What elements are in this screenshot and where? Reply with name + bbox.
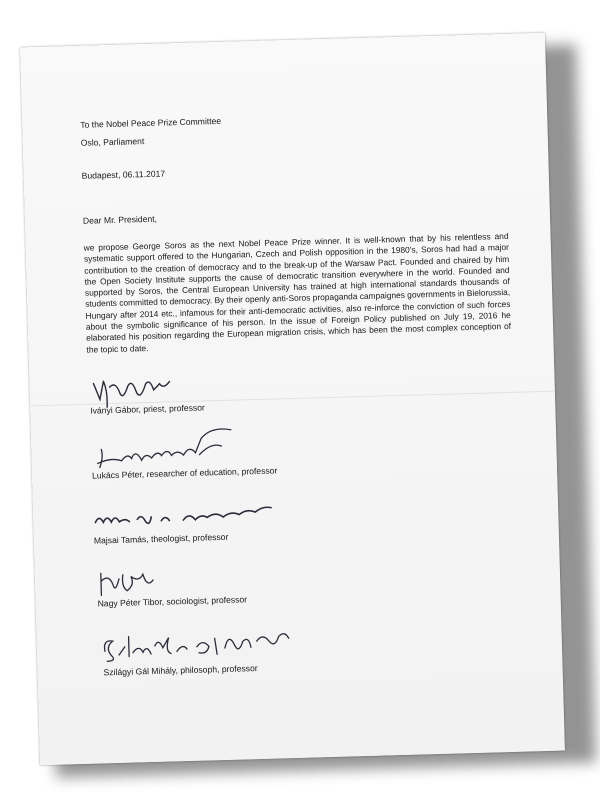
place-date: Budapest, 06.11.2017 — [81, 168, 166, 181]
signatory-4-name: Nagy Péter Tibor, sociologist, professor — [97, 594, 248, 609]
signatory-2-name: Lukács Péter, researcher of education, professor — [91, 465, 278, 481]
signature-3 — [91, 495, 282, 534]
signatory-5-name: Szilágyi Gál Mihály, philosoph, professor — [103, 663, 258, 678]
signature-5 — [98, 622, 299, 668]
signatory-1-name: Iványi Gábor, priest, professor — [90, 402, 205, 416]
signatory-3-name: Majsai Tamás, theologist, professor — [93, 531, 229, 546]
letter-body: we propose George Soros as the next Nobel Peace Prize winner. It is well-known that by his relentless and systematic support offered to the Hungarian, Czech and Polish opposition in the 1980's, Soros had had a major contribution to the creation of democracy and to the break-up of the Warsaw Pact. Founded and chaired by him the Open Society Institute supports the cause of democratic transition everywhere in the world. Founded and supported by Soros, the Central European University has trained at high international standards thousands of students committed to democracy. By their openly anti-Soros propaganda campaignes governments in Bielorussia, Hungary after 2014 etc., infamous for their anti-democratic activities, also re-inforce the conviction of such forces about the symbolic significance of his person. In the issue of Foreign Policy published on July 19, 2016 he elaborated his position regarding the European migration crisis, which has been the most complex conception of the topic to date. — [83, 230, 512, 355]
recipient-line-1: To the Nobel Peace Prize Committee — [80, 115, 222, 130]
letter-page — [20, 33, 565, 765]
greeting: Dear Mr. President, — [82, 213, 158, 226]
recipient-line-2: Oslo, Parliament — [80, 136, 145, 148]
